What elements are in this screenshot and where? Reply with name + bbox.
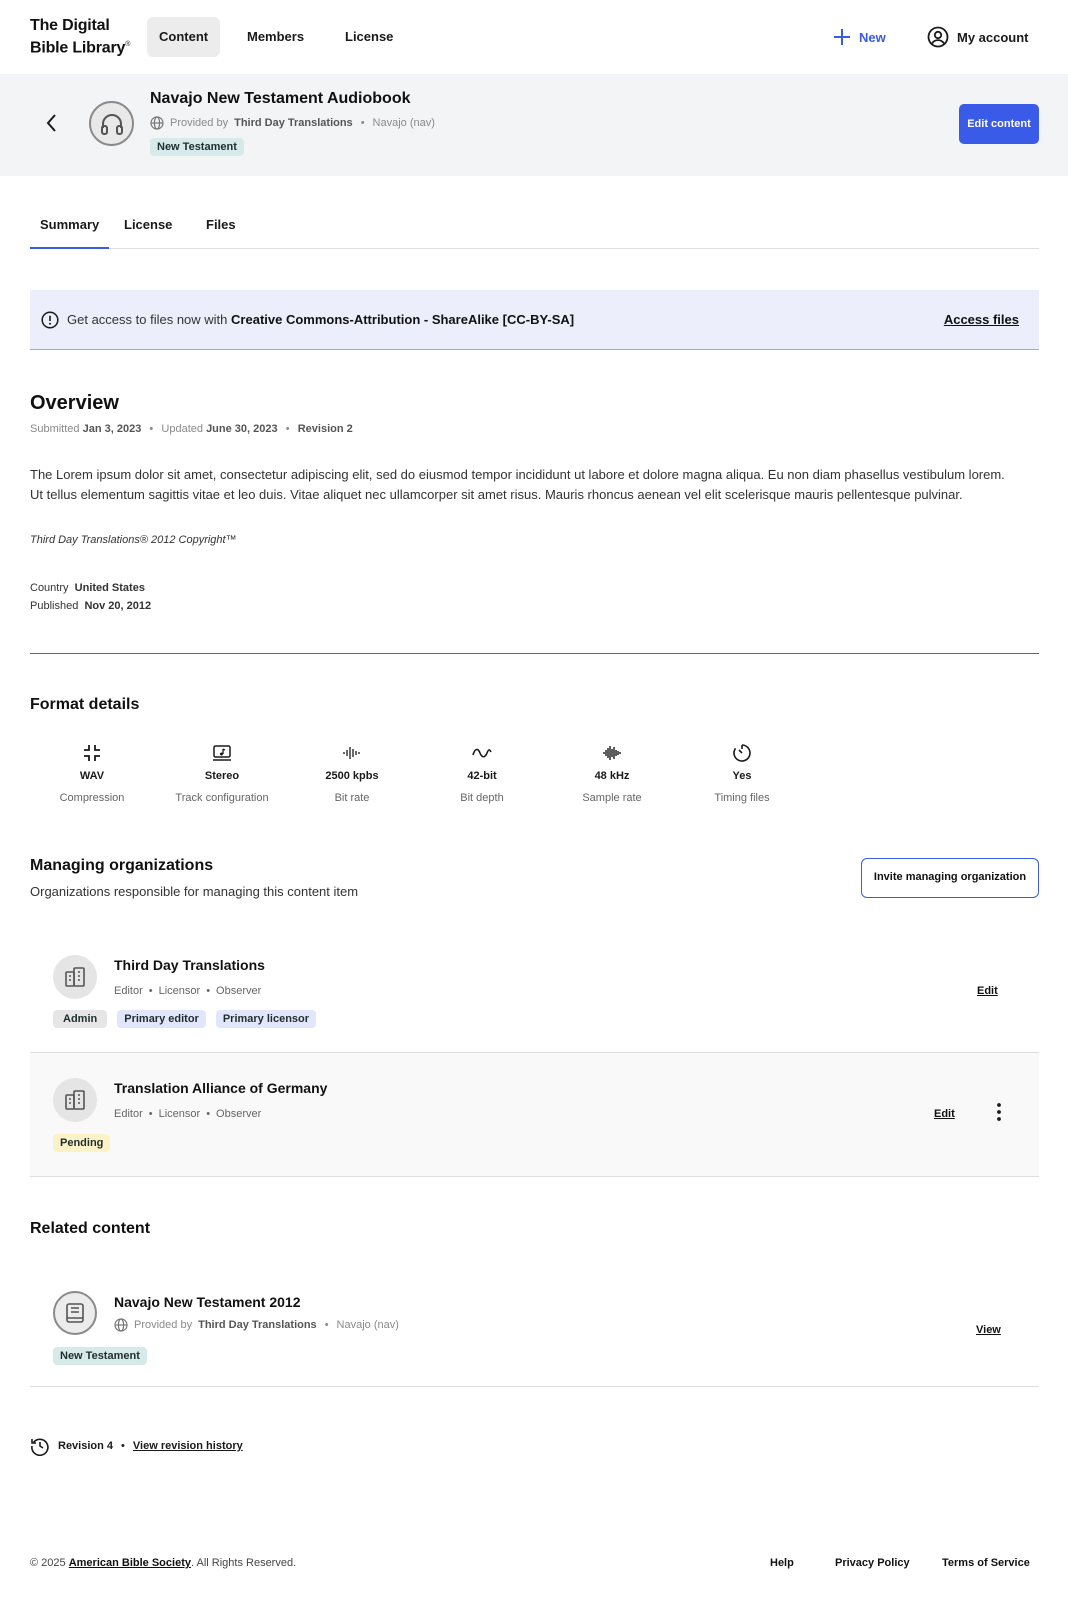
- format-value: 2500 kpbs: [325, 770, 379, 782]
- related-provider-line: [114, 1318, 399, 1332]
- primary-editor-tag: Primary editor: [117, 1010, 206, 1028]
- overview-description: [30, 465, 1050, 505]
- history-icon: [30, 1436, 50, 1456]
- headphones-icon: [99, 111, 125, 137]
- related-item-avatar: [53, 1291, 97, 1335]
- view-revision-history-link[interactable]: View revision history: [132, 1440, 243, 1452]
- managing-orgs-subtitle: Organizations responsible for managing this content item: [30, 884, 359, 899]
- related-item-title: Navajo New Testament 2012: [114, 1294, 301, 1310]
- revision-label: Revision 4: [58, 1440, 114, 1452]
- related-content-heading: Related content: [30, 1220, 151, 1237]
- primary-licensor-tag: Primary licensor: [216, 1010, 316, 1028]
- building-icon: [63, 1088, 87, 1112]
- published-label: Published: [30, 600, 79, 612]
- format-value: WAV: [79, 770, 105, 782]
- new-button[interactable]: [833, 24, 886, 50]
- description-line-1: The Lorem ipsum dolor sit amet, consectetur adipiscing elit, sed do eiusmod tempor incididunt ut labore et dolore magna aliqua. Eu non diam phasellus vestibulum lorem.: [30, 467, 1005, 482]
- overview-meta: [30, 423, 353, 435]
- footer-help-link[interactable]: Help: [770, 1557, 794, 1569]
- back-chevron-icon[interactable]: [42, 112, 62, 134]
- submitted-label: Submitted: [30, 423, 80, 435]
- format-value: Yes: [732, 770, 752, 782]
- logo-line-1: The Digital: [30, 17, 110, 34]
- waveform-dense-icon: [602, 745, 622, 761]
- nav-item-content[interactable]: Content: [147, 17, 220, 57]
- format-label: Bit depth: [460, 792, 504, 804]
- role: Observer: [216, 1108, 262, 1120]
- rights-text: . All Rights Reserved.: [190, 1557, 297, 1569]
- revision-number: Revision 2: [297, 423, 353, 435]
- copyright-note: Third Day Translations® 2012 Copyright™: [30, 534, 237, 546]
- access-files-link[interactable]: Access files: [943, 312, 1019, 327]
- book-icon: [63, 1301, 87, 1325]
- org-tags: [53, 1010, 316, 1028]
- provider-line: [150, 116, 435, 130]
- revision-bar: [30, 1436, 243, 1456]
- updated-label: Updated: [161, 423, 203, 435]
- section-divider: [30, 653, 1039, 654]
- overview-facts: [30, 579, 151, 615]
- pending-tag: Pending: [53, 1134, 110, 1152]
- format-timing-files: [677, 742, 807, 804]
- provided-by-prefix: Provided by: [134, 1319, 193, 1331]
- org-name: Third Day Translations: [114, 957, 265, 973]
- tab-bar: [30, 208, 1039, 249]
- format-sample-rate: [547, 742, 677, 804]
- separator-dot: •: [146, 423, 157, 435]
- banner-license-name: Creative Commons-Attribution - ShareAlike [CC-BY-SA]: [231, 312, 575, 327]
- tab-license[interactable]: License: [124, 217, 173, 232]
- language: Navajo (nav): [336, 1319, 399, 1331]
- separator-dot: •: [282, 423, 293, 435]
- org-roles: Editor • Licensor • Observer: [114, 1108, 262, 1120]
- format-details-heading: Format details: [30, 696, 140, 713]
- format-value: 42-bit: [467, 770, 497, 782]
- country-value: United States: [74, 582, 145, 594]
- format-track-configuration: [157, 742, 287, 804]
- access-banner: [30, 290, 1039, 350]
- role: Licensor: [158, 1108, 201, 1120]
- overview-heading: Overview: [30, 392, 119, 414]
- my-account-button[interactable]: [927, 24, 1029, 50]
- invite-managing-organization-button[interactable]: Invite managing organization: [861, 858, 1039, 898]
- logo-registered-mark: ®: [125, 41, 131, 48]
- org-row: [30, 930, 1039, 1053]
- format-label: Timing files: [714, 792, 770, 804]
- logo-line-2: Bible Library: [30, 39, 126, 57]
- format-label: Sample rate: [582, 792, 642, 804]
- info-icon: [41, 311, 59, 329]
- country-label: Country: [30, 582, 69, 594]
- top-navigation: [0, 0, 1068, 74]
- org-name: Translation Alliance of Germany: [114, 1080, 328, 1096]
- edit-content-button[interactable]: Edit content: [959, 104, 1039, 144]
- provided-by-prefix: Provided by: [170, 117, 229, 129]
- timer-icon: [732, 743, 752, 763]
- role: Editor: [114, 985, 143, 997]
- more-options-icon[interactable]: [994, 1102, 1004, 1122]
- audiobook-avatar: [89, 101, 134, 146]
- new-button-label: New: [859, 29, 886, 45]
- format-value: Stereo: [204, 770, 240, 782]
- testament-tag: New Testament: [150, 138, 244, 156]
- footer-copyright: [30, 1557, 296, 1569]
- site-logo[interactable]: [30, 16, 130, 57]
- sine-wave-icon: [472, 746, 492, 760]
- published-value: Nov 20, 2012: [84, 600, 152, 612]
- tab-summary[interactable]: Summary: [30, 208, 109, 249]
- role: Observer: [216, 985, 262, 997]
- format-label: Bit rate: [334, 792, 370, 804]
- related-item: [30, 1260, 1039, 1387]
- related-view-link[interactable]: View: [976, 1324, 1001, 1336]
- org-row: [30, 1053, 1039, 1177]
- globe-icon: [114, 1318, 128, 1332]
- content-header: [0, 74, 1068, 176]
- nav-item-license[interactable]: License: [345, 29, 394, 44]
- banner-text: [67, 312, 574, 327]
- format-compression: [27, 742, 157, 804]
- page-title: Navajo New Testament Audiobook: [150, 90, 411, 107]
- org-tags: [53, 1134, 110, 1152]
- compress-icon: [82, 743, 102, 763]
- format-value: 48 kHz: [594, 770, 630, 782]
- my-account-label: My account: [957, 29, 1029, 45]
- user-circle-icon: [927, 26, 949, 48]
- format-bit-depth: [417, 742, 547, 804]
- managing-orgs-heading: Managing organizations: [30, 857, 214, 874]
- role: Licensor: [158, 985, 201, 997]
- separator-dot: •: [324, 1319, 329, 1331]
- org-avatar: [53, 1078, 97, 1122]
- org-roles: Editor • Licensor • Observer: [114, 985, 262, 997]
- provider-name: Third Day Translations: [198, 1319, 317, 1331]
- format-label: Track configuration: [175, 792, 269, 804]
- language: Navajo (nav): [372, 117, 435, 129]
- org-avatar: [53, 955, 97, 999]
- description-line-2: Ut tellus elementum sagittis vitae et leo duis. Vitae aliquet nec ullamcorper sit amet risus. Mauris rhoncus aenean vel elit scelerisque mauris pellentesque pulvinar.: [30, 487, 963, 502]
- format-bit-rate: [287, 742, 417, 804]
- music-screen-icon: [212, 744, 232, 762]
- waveform-thin-icon: [342, 745, 362, 761]
- separator-dot: •: [121, 1440, 125, 1452]
- footer-terms-link[interactable]: Terms of Service: [942, 1557, 1030, 1569]
- org-edit-link[interactable]: Edit: [934, 1108, 955, 1120]
- updated-date: June 30, 2023: [206, 423, 278, 435]
- submitted-date: Jan 3, 2023: [82, 423, 142, 435]
- banner-prefix: Get access to files now with: [67, 312, 228, 327]
- globe-icon: [150, 116, 164, 130]
- footer-privacy-link[interactable]: Privacy Policy: [835, 1557, 910, 1569]
- nav-item-members[interactable]: Members: [247, 29, 305, 44]
- plus-icon: [833, 28, 851, 46]
- building-icon: [63, 965, 87, 989]
- footer-org-link[interactable]: American Bible Society: [68, 1557, 191, 1569]
- testament-tag: New Testament: [53, 1347, 147, 1365]
- role: Editor: [114, 1108, 143, 1120]
- admin-tag: Admin: [53, 1010, 107, 1028]
- copyright-year: © 2025: [30, 1557, 66, 1569]
- provider-name: Third Day Translations: [234, 117, 353, 129]
- tab-files[interactable]: Files: [206, 217, 236, 232]
- separator-dot: •: [360, 117, 365, 129]
- org-edit-link[interactable]: Edit: [977, 985, 998, 997]
- format-label: Compression: [59, 792, 125, 804]
